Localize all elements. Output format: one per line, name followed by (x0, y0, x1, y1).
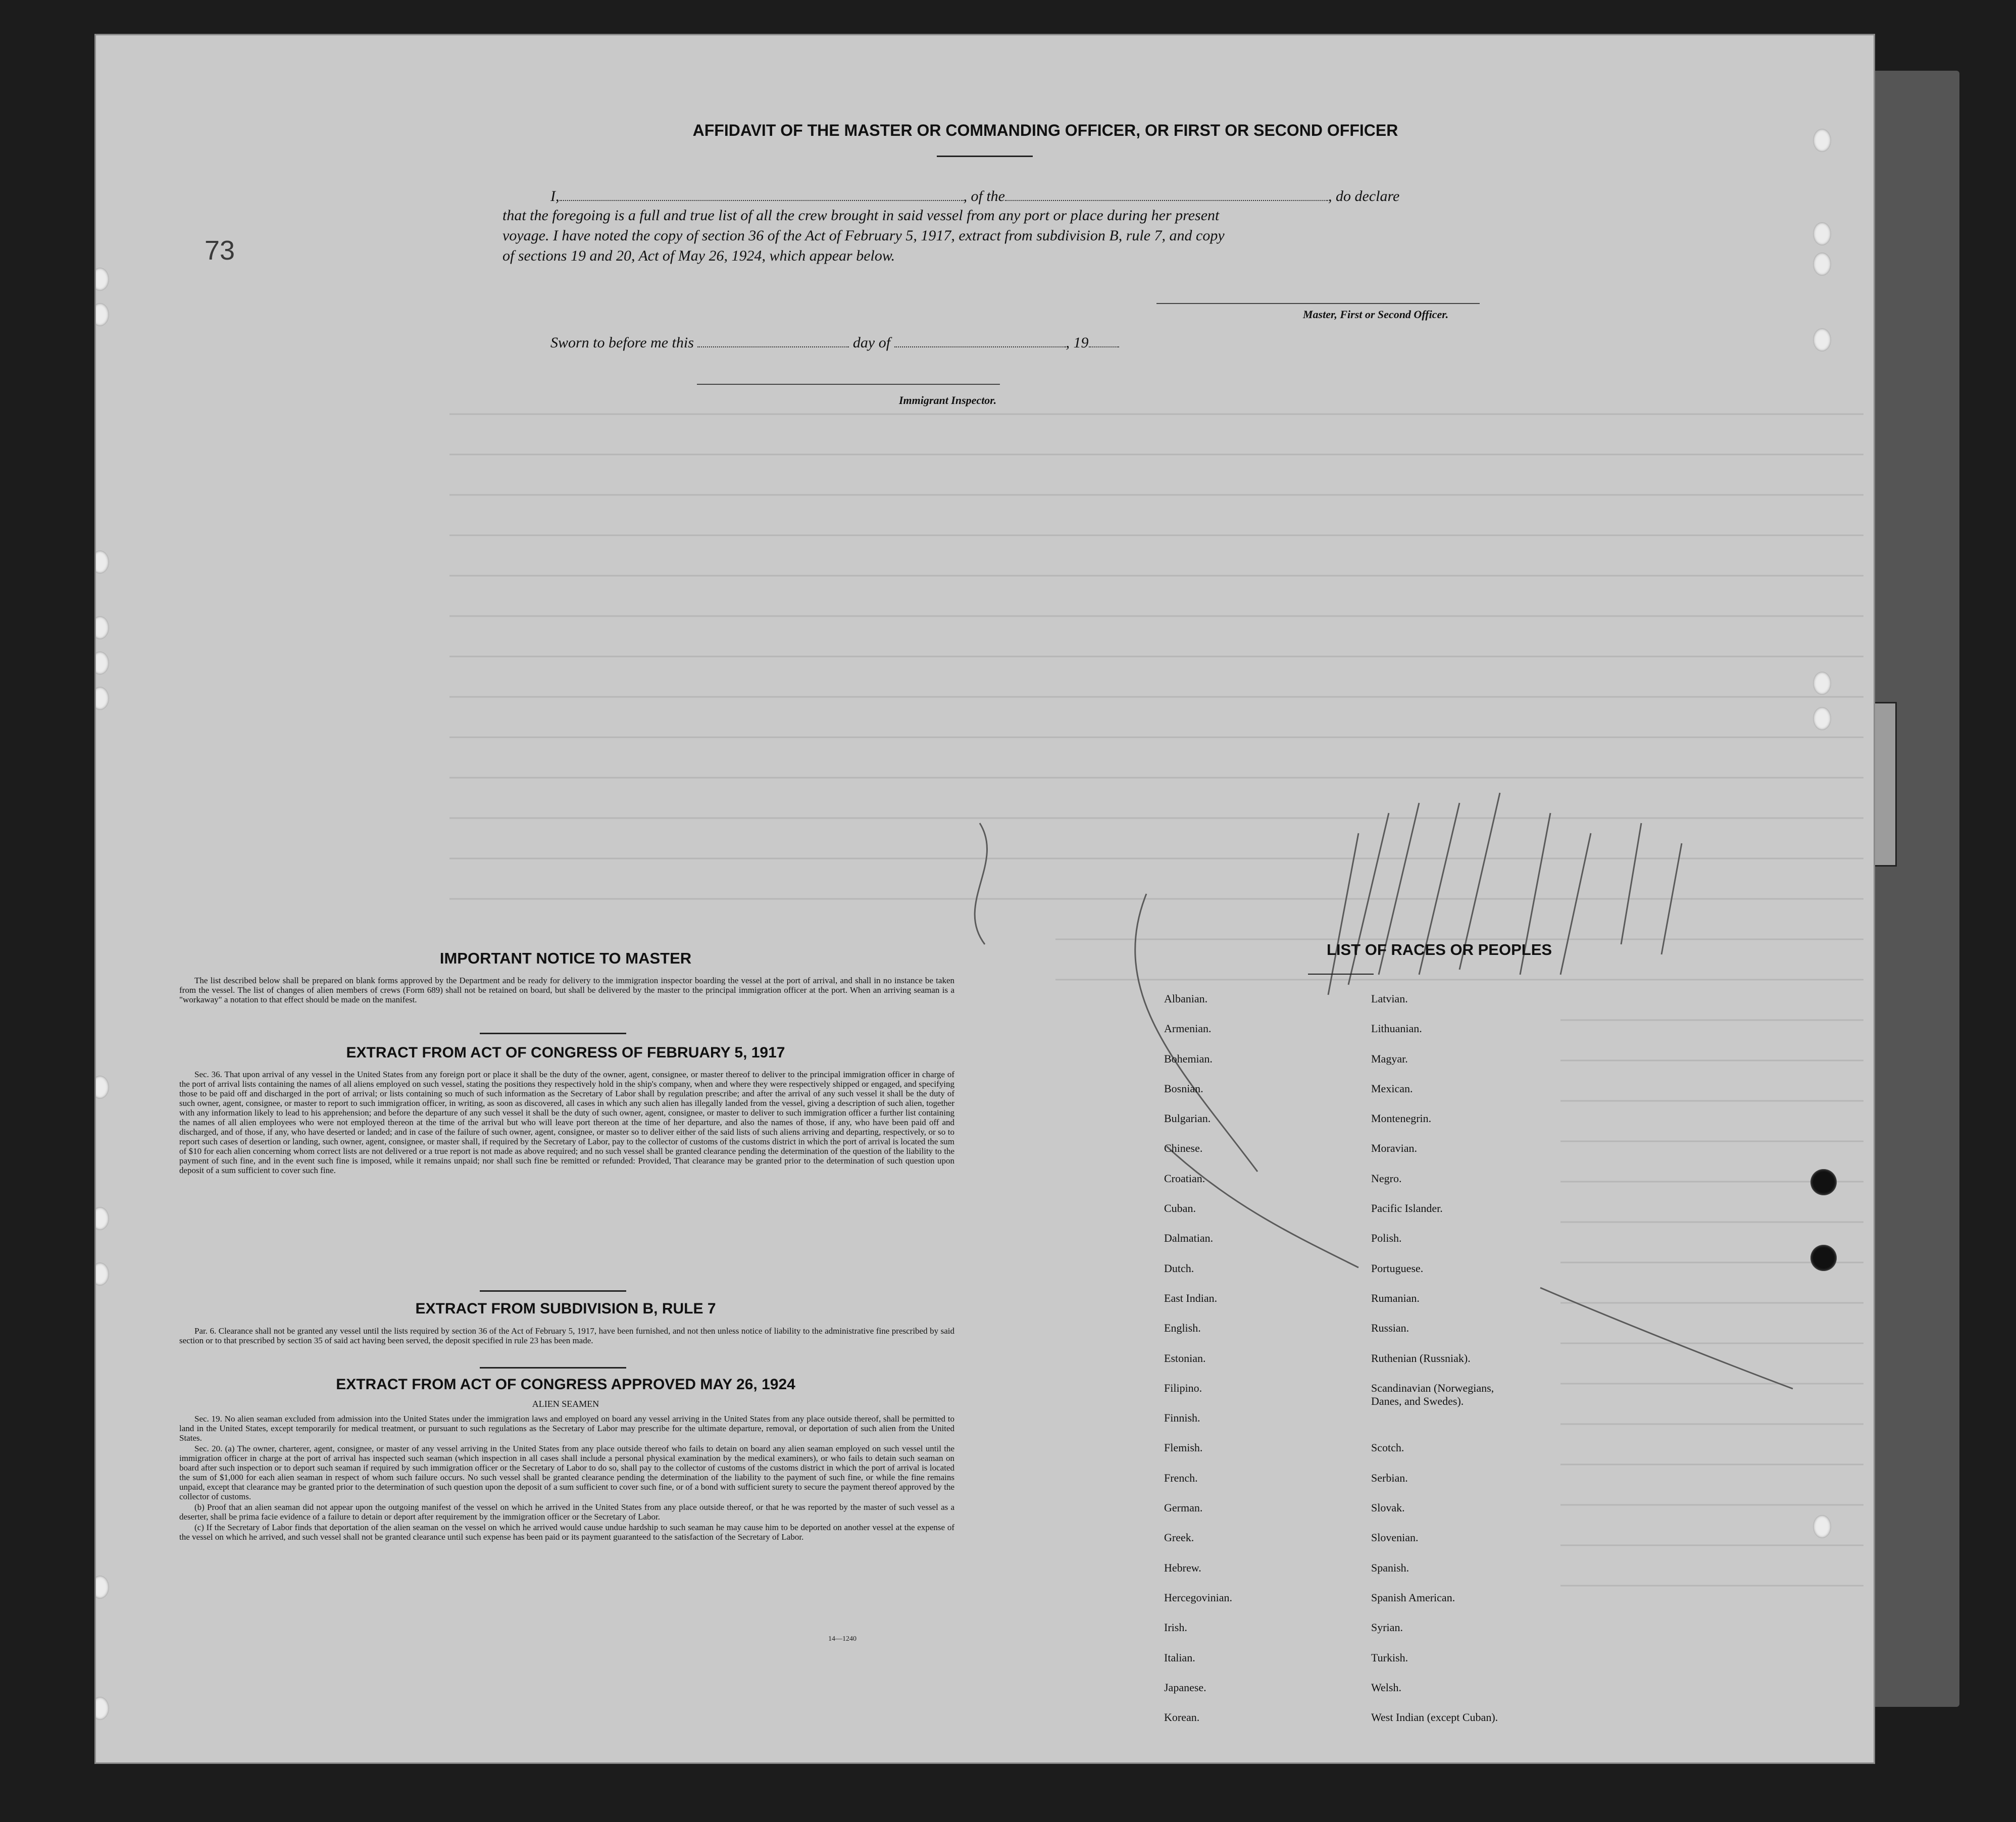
race-item: French. (1164, 1471, 1198, 1484)
race-item: Flemish. (1164, 1441, 1203, 1454)
extract-rule7-text (179, 1326, 954, 1346)
punch-hole (96, 303, 109, 326)
extract-1917-paragraph: Sec. 36. That upon arrival of any vessel in the United States from any foreign port or place it shall be the duty of the owner, agent, consignee, or master thereof to deliver to the principal immigration officer in charge of the port of arrival lists containing the names of all aliens employed on such vessel, stating the positions they respectively hold in the ship's company, when and where they were respectively shipped or engaged, and specifying those to be paid off and discharged in the port of arrival; or lists containing so much of such information as the Secretary of Labor shall by regulation prescribe; and after the arrival of any such vessel it shall be the duty of such owner, agent, consignee, or master to report to such immigration officer, in writing, as soon as discovered, all cases in which any such alien has illegally landed from the vessel, giving a description of such alien, together with any information likely to lead to his apprehension; and before the departure of any such vessel it shall be the duty of such owner, agent, consignee, or master to deliver to such immigration officer a further list containing the names of all alien employees who were not employed thereon at the time of the arrival but who will leave port thereon at the time of her departure, and also the names of those, if any, who have been paid off and discharged, and of those, if any, who have deserted or landed; and in case of the failure of such owner, agent, consignee, or master so to deliver either of the said lists of such aliens arriving and departing, respectively, or so to report such cases of desertion or landing, such owner, agent, consignee, or master shall, if required by the Secretary of Labor, pay to the collector of customs of the customs district in which the port of arrival is located the sum of $10 for each alien concerning whom correct lists are not delivered or a true report is not made as above required; and no such vessel shall be granted clearance pending the determination of the question of the liability to the payment of such fine, and in the event such fine is imposed, while it remains unpaid; nor shall such fine be remitted or refunded: Provided, That clearance may be granted prior to the determination of such question upon deposit of a sum sufficient to cover such fine. (179, 1070, 954, 1175)
race-item: Hercegovinian. (1164, 1591, 1232, 1604)
race-item: Rumanian. (1371, 1291, 1420, 1304)
race-item: German. (1164, 1501, 1203, 1514)
race-item: Turkish. (1371, 1651, 1408, 1664)
race-item: Welsh. (1371, 1681, 1401, 1694)
notice-text (179, 976, 954, 1005)
punch-hole (1813, 222, 1831, 245)
race-item: Serbian. (1371, 1471, 1408, 1484)
punch-hole (96, 1262, 109, 1286)
punch-hole (1813, 672, 1831, 695)
inspector-signature-line[interactable] (697, 384, 1000, 385)
punch-hole (96, 1076, 109, 1099)
sworn-month-blank[interactable] (894, 333, 1066, 347)
punch-hole (1813, 1515, 1831, 1538)
races-title: LIST OF RACES OR PEOPLES (1326, 941, 1552, 958)
punch-hole (96, 550, 109, 574)
race-item: Pacific Islander. (1371, 1202, 1443, 1215)
race-item: Scotch. (1371, 1441, 1404, 1454)
sworn-text: day of (852, 334, 891, 351)
punch-hole (1813, 328, 1831, 351)
race-item: East Indian. (1164, 1291, 1218, 1304)
divider (480, 1290, 626, 1292)
race-item: Cuban. (1164, 1202, 1196, 1215)
sworn-text: Sworn to before me this (550, 334, 694, 351)
extract-1924-paragraph: Sec. 20. (a) The owner, charterer, agent, consignee, or master of any vessel arriving in the United States from any place outside thereof who fails to detain on board any alien seaman employed on such vessel until the immigration officer in charge at the port of arrival has inspected such seaman (which inspection in all cases shall include a personal physical examination by the medical examiners), or who fails to detain such seaman on board after such inspection or to deport such seaman if required by such immigration officer or the Secretary of Labor to do so, shall pay to the collector of customs of the customs district in which the port of arrival is located the sum of $1,000 for each alien seaman in respect of whom such failure occurs. No such vessel shall be granted clearance pending the determination of the liability to the payment of such fine, or while the fine remains unpaid, except that clearance may be granted prior to the determination of such question upon the deposit of a sum sufficient to cover such fine, or of a bond with sufficient surety to secure the payment thereof approved by the collector of customs. (179, 1444, 954, 1501)
extract-1924-title: EXTRACT FROM ACT OF CONGRESS APPROVED MAY 26, 1924 (336, 1376, 795, 1393)
extract-rule7-title: EXTRACT FROM SUBDIVISION B, RULE 7 (415, 1300, 716, 1317)
race-item: English. (1164, 1322, 1201, 1335)
extract-1917-title: EXTRACT FROM ACT OF CONGRESS OF FEBRUARY 5, 1917 (346, 1044, 785, 1061)
notice-title: IMPORTANT NOTICE TO MASTER (439, 949, 692, 967)
punch-hole (96, 1207, 109, 1230)
race-item: Irish. (1164, 1621, 1187, 1634)
affidavit-line-3: voyage. I have noted the copy of section 36 of the Act of February 5, 1917, extract from subdivision B, rule 7, and copy (502, 227, 1225, 244)
punch-hole (1813, 252, 1831, 276)
race-item: Bohemian. (1164, 1052, 1213, 1065)
affidavit-text: I, (550, 188, 560, 205)
document-page (96, 35, 1874, 1762)
race-item: Ruthenian (Russniak). (1371, 1351, 1471, 1364)
race-item: Mexican. (1371, 1082, 1413, 1095)
race-item: Finnish. (1164, 1411, 1200, 1425)
race-item: Negro. (1371, 1172, 1402, 1185)
punch-hole (96, 651, 109, 675)
punch-hole (96, 687, 109, 710)
punch-hole (1813, 129, 1831, 152)
race-item: Slovak. (1371, 1501, 1405, 1514)
punch-hole (1810, 1245, 1837, 1271)
race-item: Latvian. (1371, 992, 1408, 1005)
race-item: Portuguese. (1371, 1261, 1424, 1275)
race-item: Russian. (1371, 1322, 1409, 1335)
race-item: Armenian. (1164, 1022, 1212, 1035)
extract-1924-paragraph: (c) If the Secretary of Labor finds that deportation of the alien seaman on the vessel on which he arrived would cause undue hardship to such seaman he may cause him to be deported on another vessel at the expense of the vessel on which he arrived, and such vessel shall not be granted clearance until such expense has been paid or its payment guaranteed to the satisfaction of the Secretary of Labor. (179, 1523, 954, 1542)
race-item: Greek. (1164, 1531, 1194, 1544)
race-item: Albanian. (1164, 992, 1208, 1005)
form-number: 14—1240 (828, 1635, 856, 1643)
race-item: Italian. (1164, 1651, 1195, 1664)
affidavit-title: AFFIDAVIT OF THE MASTER OR COMMANDING OFFICER, OR FIRST OR SECOND OFFICER (692, 121, 1398, 139)
punch-hole (1810, 1169, 1837, 1195)
punch-hole (1813, 707, 1831, 730)
races-right-column (1371, 992, 1634, 1741)
affidavit-text: , do declare (1328, 188, 1400, 205)
punch-hole (96, 616, 109, 639)
sworn-line (550, 333, 1119, 351)
name-blank[interactable] (560, 187, 964, 201)
punch-hole (96, 1576, 109, 1599)
inspector-caption: Immigrant Inspector. (899, 394, 997, 407)
extract-rule7-paragraph: Par. 6. Clearance shall not be granted any vessel until the lists required by section 36 of the Act of February 5, 1917, have been furnished, and not then unless notice of liability to the administrative fine prescribed by said section or to that prescribed by section 35 of said act having been served, the deposit specified in rule 23 has been made. (179, 1326, 954, 1345)
sworn-text: , 19 (1066, 334, 1089, 351)
sworn-day-blank[interactable] (697, 333, 849, 347)
race-item: Syrian. (1371, 1621, 1403, 1634)
affidavit-line-4: of sections 19 and 20, Act of May 26, 1924, which appear below. (502, 247, 895, 264)
race-item: Polish. (1371, 1232, 1402, 1245)
affidavit-line-2: that the foregoing is a full and true list of all the crew brought in said vessel from any port or place during her present (502, 207, 1220, 224)
race-item: Spanish. (1371, 1561, 1409, 1574)
race-item: Croatian. (1164, 1172, 1205, 1185)
race-item: Spanish American. (1371, 1591, 1455, 1604)
race-item: Dutch. (1164, 1261, 1194, 1275)
affidavit-line-1 (550, 187, 1399, 205)
race-item: Filipino. (1164, 1381, 1202, 1394)
race-item: Montenegrin. (1371, 1112, 1432, 1125)
extract-1924-text (179, 1414, 954, 1543)
affidavit-text: , of the (963, 188, 1005, 205)
extract-1924-paragraph: Sec. 19. No alien seaman excluded from admission into the United States under the immigration laws and employed on board any vessel arriving in the United States from any place outside thereof, shall be permitted to land in the United States, except temporarily for medical treatment, or pursuant to such regulations as the Secretary of Labor may prescribe for the ultimate departure, removal, or deportation of such alien from the United States. (179, 1414, 954, 1443)
race-item: Dalmatian. (1164, 1232, 1214, 1245)
divider (480, 1033, 626, 1034)
race-item: Estonian. (1164, 1351, 1206, 1364)
punch-hole (96, 268, 109, 291)
race-item: Slovenian. (1371, 1531, 1419, 1544)
race-item: Chinese. (1164, 1142, 1203, 1155)
notice-paragraph: The list described below shall be prepared on blank forms approved by the Department and be ready for delivery to the immigration inspector boarding the vessel at the port of arrival, and shall in no instance be taken from the vessel. The list of changes of alien members of crews (Form 689) shall not be retained on board, but shall be delivered by the master to the principal immigration officer at the port. When an arriving seaman is a "workaway" a notation to that effect should be made on the manifest. (179, 976, 954, 1004)
sworn-year-blank[interactable] (1089, 333, 1119, 347)
race-item: Scandinavian (Norwegians, Danes, and Swedes). (1371, 1381, 1494, 1407)
signature-line[interactable] (1156, 303, 1480, 304)
punch-hole (96, 1697, 109, 1720)
divider (480, 1367, 626, 1369)
race-item: Japanese. (1164, 1681, 1206, 1694)
divider (1308, 974, 1374, 975)
signature-caption: Master, First or Second Officer. (1303, 308, 1449, 321)
extract-1924-subtitle: ALIEN SEAMEN (532, 1399, 599, 1409)
race-item: West Indian (except Cuban). (1371, 1711, 1498, 1724)
race-item: Lithuanian. (1371, 1022, 1422, 1035)
vessel-blank[interactable] (1005, 187, 1328, 201)
race-item: Hebrew. (1164, 1561, 1201, 1574)
race-item: Magyar. (1371, 1052, 1408, 1065)
race-item: Bulgarian. (1164, 1112, 1211, 1125)
page-mark: 73 (205, 235, 235, 266)
extract-1924-paragraph: (b) Proof that an alien seaman did not appear upon the outgoing manifest of the vessel on which he arrived in the United States from any place outside thereof, or that he was reported by the master of such vessel as a deserter, shall be prima facie evidence of a failure to detain or deport after requirement by the immigration officer or the Secretary of Labor. (179, 1502, 954, 1522)
race-item: Moravian. (1371, 1142, 1418, 1155)
race-item: Korean. (1164, 1711, 1200, 1724)
divider (937, 156, 1033, 157)
extract-1917-text (179, 1070, 954, 1176)
race-item: Bosnian. (1164, 1082, 1203, 1095)
